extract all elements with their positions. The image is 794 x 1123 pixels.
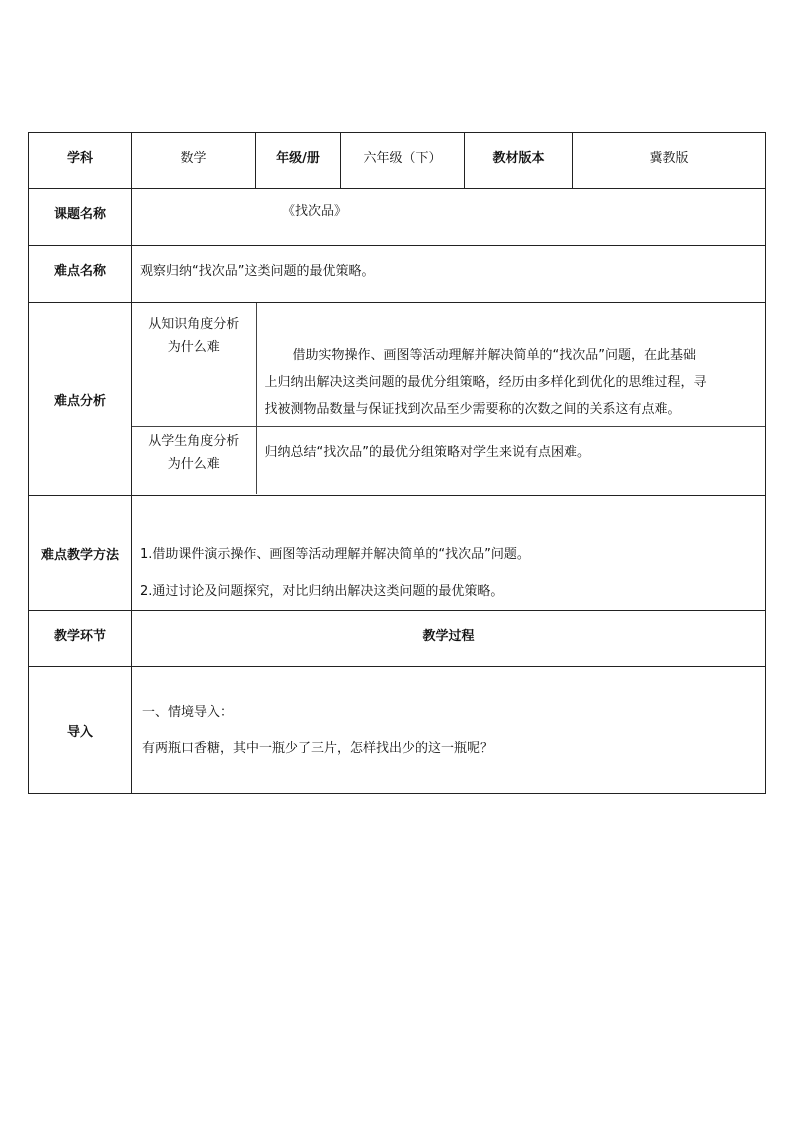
student-label: [132, 426, 256, 494]
student-label-line1: 从学生角度分析: [148, 433, 240, 449]
knowledge-label-line2: 为什么难: [167, 340, 220, 355]
difficulty-row: [29, 246, 766, 303]
lesson-plan-table: [28, 132, 766, 794]
method-item-1: 1.借助课件演示操作、画图等活动理解并解决简单的“找次品”问题。: [140, 547, 530, 562]
analysis-inner-table: [132, 303, 765, 494]
grade-label: 年级/册: [256, 133, 341, 189]
analysis-label: 难点分析: [29, 303, 132, 496]
student-text: 归纳总结“找次品”的最优分组策略对学生来说有点困难。: [256, 426, 765, 494]
lesson-title: 《找次品》: [132, 189, 766, 246]
knowledge-text-line2: 上归纳出解决这类问题的最优分组策略，经历由多样化到优化的思维过程，寻: [264, 375, 707, 390]
method-row: [29, 496, 766, 611]
lesson-label: 课题名称: [29, 189, 132, 246]
knowledge-label-line1: 从知识角度分析: [148, 317, 240, 332]
intro-row: [29, 667, 766, 794]
subject-value: 数学: [132, 133, 256, 189]
intro-content: [132, 667, 766, 794]
process-header-row: [29, 611, 766, 667]
subject-label: 学科: [29, 133, 132, 189]
header-row: [29, 133, 766, 189]
knowledge-row: [132, 303, 765, 426]
process-label: 教学过程: [132, 611, 766, 667]
difficulty-label: 难点名称: [29, 246, 132, 303]
knowledge-text-line3: 找被测物品数量与保证找到次品至少需要称的次数之间的关系这有点难。: [264, 402, 681, 417]
intro-line-2: 有两瓶口香糖，其中一瓶少了三片，怎样找出少的这一瓶呢？: [142, 741, 494, 756]
student-label-line2: 为什么难: [167, 456, 220, 472]
edition-label: 教材版本: [465, 133, 573, 189]
knowledge-label: [132, 303, 256, 426]
stage-label: 教学环节: [29, 611, 132, 667]
intro-label: 导入: [29, 667, 132, 794]
method-content: [132, 496, 766, 611]
lesson-row: [29, 189, 766, 246]
grade-value: 六年级（下）: [341, 133, 465, 189]
method-item-2: 2.通过讨论及问题探究，对比归纳出解决这类问题的最优策略。: [140, 584, 504, 599]
intro-line-1: 一、情境导入：: [142, 705, 234, 720]
knowledge-text: [256, 303, 765, 426]
analysis-container: [132, 303, 766, 496]
edition-value: 冀教版: [573, 133, 766, 189]
difficulty-value: 观察归纳“找次品”这类问题的最优策略。: [132, 246, 766, 303]
knowledge-text-line1: 借助实物操作、画图等活动理解并解决简单的“找次品”问题，在此基础: [292, 348, 696, 363]
method-label: 难点教学方法: [29, 496, 132, 611]
analysis-row: [29, 303, 766, 496]
student-row: [132, 426, 765, 494]
